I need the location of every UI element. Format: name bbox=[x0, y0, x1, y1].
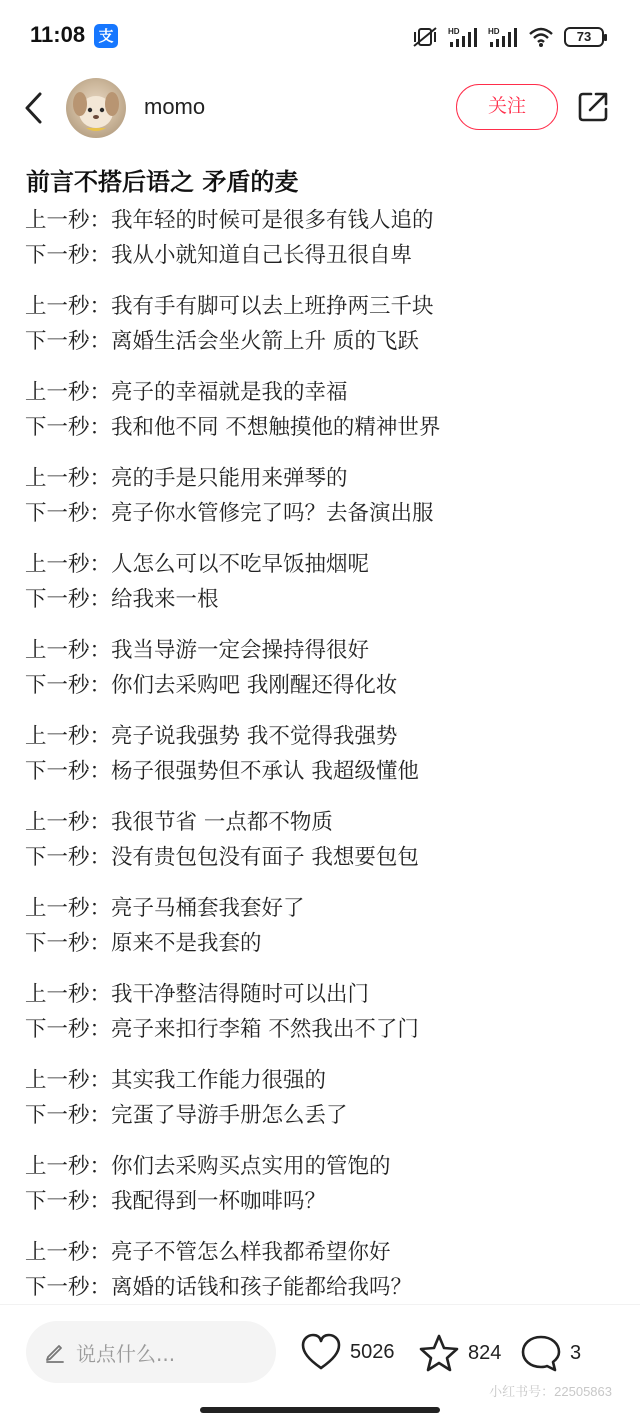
text-line: 下一秒：亮子你水管修完了吗？去备演出服 bbox=[25, 501, 434, 526]
mute-vibrate-icon bbox=[412, 26, 438, 48]
text-line: 上一秒：我当导游一定会操持得很好 bbox=[25, 638, 370, 663]
signal-hd-2-icon bbox=[488, 26, 518, 48]
text-line: 下一秒：我配得到一杯咖啡吗？ bbox=[25, 1189, 327, 1214]
text-line: 下一秒：我和他不同 不想触摸他的精神世界 bbox=[25, 415, 441, 440]
text-line: 上一秒：我有手有脚可以去上班挣两三千块 bbox=[25, 294, 434, 319]
line-pair bbox=[25, 891, 625, 977]
line-pair bbox=[25, 289, 625, 375]
text-line: 上一秒：亮的手是只能用来弹琴的 bbox=[25, 466, 348, 491]
follow-button[interactable]: 关注 bbox=[456, 84, 558, 130]
collect-button[interactable] bbox=[418, 1333, 501, 1373]
line-pair bbox=[25, 805, 625, 891]
text-line: 下一秒：亮子来扣行李箱 不然我出不了门 bbox=[25, 1017, 419, 1042]
text-line: 下一秒：我从小就知道自己长得丑很自卑 bbox=[25, 243, 413, 268]
svg-text:HD: HD bbox=[488, 27, 500, 36]
star-count: 824 bbox=[468, 1341, 502, 1364]
wifi-icon bbox=[528, 26, 554, 48]
heart-icon bbox=[300, 1333, 342, 1371]
post-body bbox=[25, 203, 625, 1321]
username[interactable]: momo bbox=[144, 94, 206, 119]
comment-bubble-icon bbox=[520, 1333, 562, 1373]
text-line: 下一秒：原来不是我套的 bbox=[25, 931, 262, 956]
line-pair bbox=[25, 977, 625, 1063]
signal-hd-1-icon bbox=[448, 26, 478, 48]
svg-text:HD: HD bbox=[448, 27, 460, 36]
line-pair bbox=[25, 1149, 625, 1235]
text-line: 上一秒：亮子的幸福就是我的幸福 bbox=[25, 380, 348, 405]
text-line: 上一秒：我干净整洁得随时可以出门 bbox=[25, 982, 370, 1007]
post-title: 前言不搭后语之 矛盾的麦 bbox=[26, 168, 299, 196]
comment-placeholder: 说点什么... bbox=[76, 1341, 176, 1366]
puppy-avatar-icon bbox=[66, 78, 126, 138]
line-pair bbox=[25, 719, 625, 805]
line-pair bbox=[25, 375, 625, 461]
text-line: 上一秒：人怎么可以不吃早饭抽烟呢 bbox=[25, 552, 370, 577]
text-line: 下一秒：你们去采购吧 我刚醒还得化妆 bbox=[25, 673, 398, 698]
text-line: 下一秒：离婚生活会坐火箭上升 质的飞跃 bbox=[25, 329, 419, 354]
watermark: 小红书号：22505863 bbox=[489, 1384, 612, 1399]
like-button[interactable] bbox=[300, 1333, 395, 1371]
line-pair bbox=[25, 1063, 625, 1149]
text-line: 下一秒：离婚的话钱和孩子能都给我吗？ bbox=[25, 1275, 413, 1300]
line-pair bbox=[25, 633, 625, 719]
star-icon bbox=[418, 1333, 460, 1373]
comment-button[interactable] bbox=[520, 1333, 581, 1373]
text-line: 上一秒：你们去采购买点实用的管饱的 bbox=[25, 1154, 391, 1179]
post-header bbox=[0, 72, 640, 148]
line-pair bbox=[25, 461, 625, 547]
share-icon[interactable] bbox=[576, 90, 610, 124]
status-bar bbox=[0, 0, 640, 72]
text-line: 下一秒：杨子很强势但不承认 我超级懂他 bbox=[25, 759, 419, 784]
line-pair bbox=[25, 203, 625, 289]
home-indicator[interactable] bbox=[200, 1407, 440, 1413]
text-line: 上一秒：我年轻的时候可是很多有钱人追的 bbox=[25, 208, 434, 233]
back-arrow-icon[interactable] bbox=[18, 88, 52, 128]
text-line: 上一秒：其实我工作能力很强的 bbox=[25, 1068, 327, 1093]
alipay-badge: 支 bbox=[94, 24, 118, 48]
comment-input[interactable] bbox=[26, 1321, 276, 1383]
like-count: 5026 bbox=[350, 1340, 395, 1363]
battery-indicator: 73 bbox=[564, 27, 604, 47]
status-icons bbox=[412, 24, 604, 50]
line-pair bbox=[25, 547, 625, 633]
comment-count: 3 bbox=[570, 1341, 582, 1364]
avatar[interactable] bbox=[66, 78, 126, 138]
text-line: 上一秒：亮子马桶套我套好了 bbox=[25, 896, 305, 921]
text-line: 下一秒：完蛋了导游手册怎么丢了 bbox=[25, 1103, 348, 1128]
text-line: 上一秒：亮子说我强势 我不觉得我强势 bbox=[25, 724, 398, 749]
bottom-action-bar bbox=[0, 1304, 640, 1422]
pencil-icon bbox=[44, 1341, 66, 1363]
text-line: 上一秒：亮子不管怎么样我都希望你好 bbox=[25, 1240, 391, 1265]
status-time: 11:08 bbox=[30, 22, 86, 47]
text-line: 上一秒：我很节省 一点都不物质 bbox=[25, 810, 333, 835]
text-line: 下一秒：给我来一根 bbox=[25, 587, 219, 612]
text-line: 下一秒：没有贵包包没有面子 我想要包包 bbox=[25, 845, 419, 870]
